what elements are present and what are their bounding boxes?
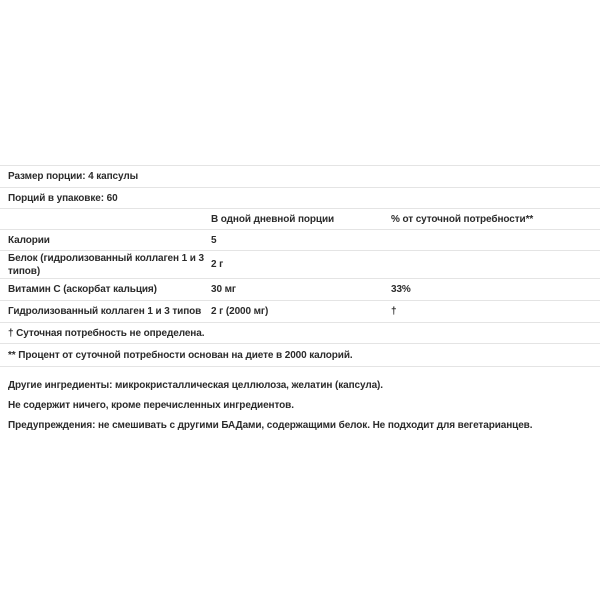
warnings-text: Предупреждения: не смешивать с другими БАДами, содержащими белок. Не подходит для вегетарианцев. — [8, 420, 533, 431]
nutrient-label: Витамин C (аскорбат кальция) — [8, 284, 157, 295]
supplement-facts-panel — [0, 165, 600, 436]
amount-column-header: В одной дневной порции — [211, 213, 335, 225]
nutrient-amount: 2 г — [211, 259, 224, 270]
other-ingredients-text: Другие ингредиенты: микрокристаллическая целлюлоза, желатин (капсула). — [8, 380, 383, 391]
footnote-dv-basis-text: ** Процент от суточной потребности основан на диете в 2000 калорий. — [8, 349, 353, 361]
nutrient-row-vitamin-c — [0, 278, 600, 300]
nutrient-dv: 33% — [391, 284, 411, 295]
contains-note-text: Не содержит ничего, кроме перечисленных ингредиентов. — [8, 400, 294, 411]
serving-size-text: Размер порции: 4 капсулы — [8, 171, 139, 182]
servings-per-container-text: Порций в упаковке: 60 — [8, 192, 118, 204]
daily-value-column-header: % от суточной потребности** — [391, 213, 534, 225]
footnote-dagger-text: † Суточная потребность не определена. — [8, 327, 205, 339]
nutrient-row-collagen — [0, 300, 600, 322]
nutrient-label: Белок (гидролизованный коллаген 1 и 3 типов) — [8, 252, 204, 277]
serving-size-row — [0, 165, 600, 187]
nutrient-amount: 2 г (2000 мг) — [211, 306, 269, 317]
additional-info-section — [0, 367, 600, 436]
nutrient-row-calories — [0, 229, 600, 250]
nutrient-label: Калории — [8, 234, 50, 246]
table-header-row — [0, 208, 600, 229]
nutrient-label: Гидролизованный коллаген 1 и 3 типов — [8, 306, 202, 317]
servings-per-container-row — [0, 187, 600, 208]
nutrient-amount: 5 — [211, 234, 217, 246]
nutrient-amount: 30 мг — [211, 284, 236, 295]
nutrient-dv: † — [391, 306, 397, 317]
footnote-dv-basis-row — [0, 343, 600, 367]
footnote-dagger-row — [0, 322, 600, 343]
nutrient-row-protein — [0, 250, 600, 278]
